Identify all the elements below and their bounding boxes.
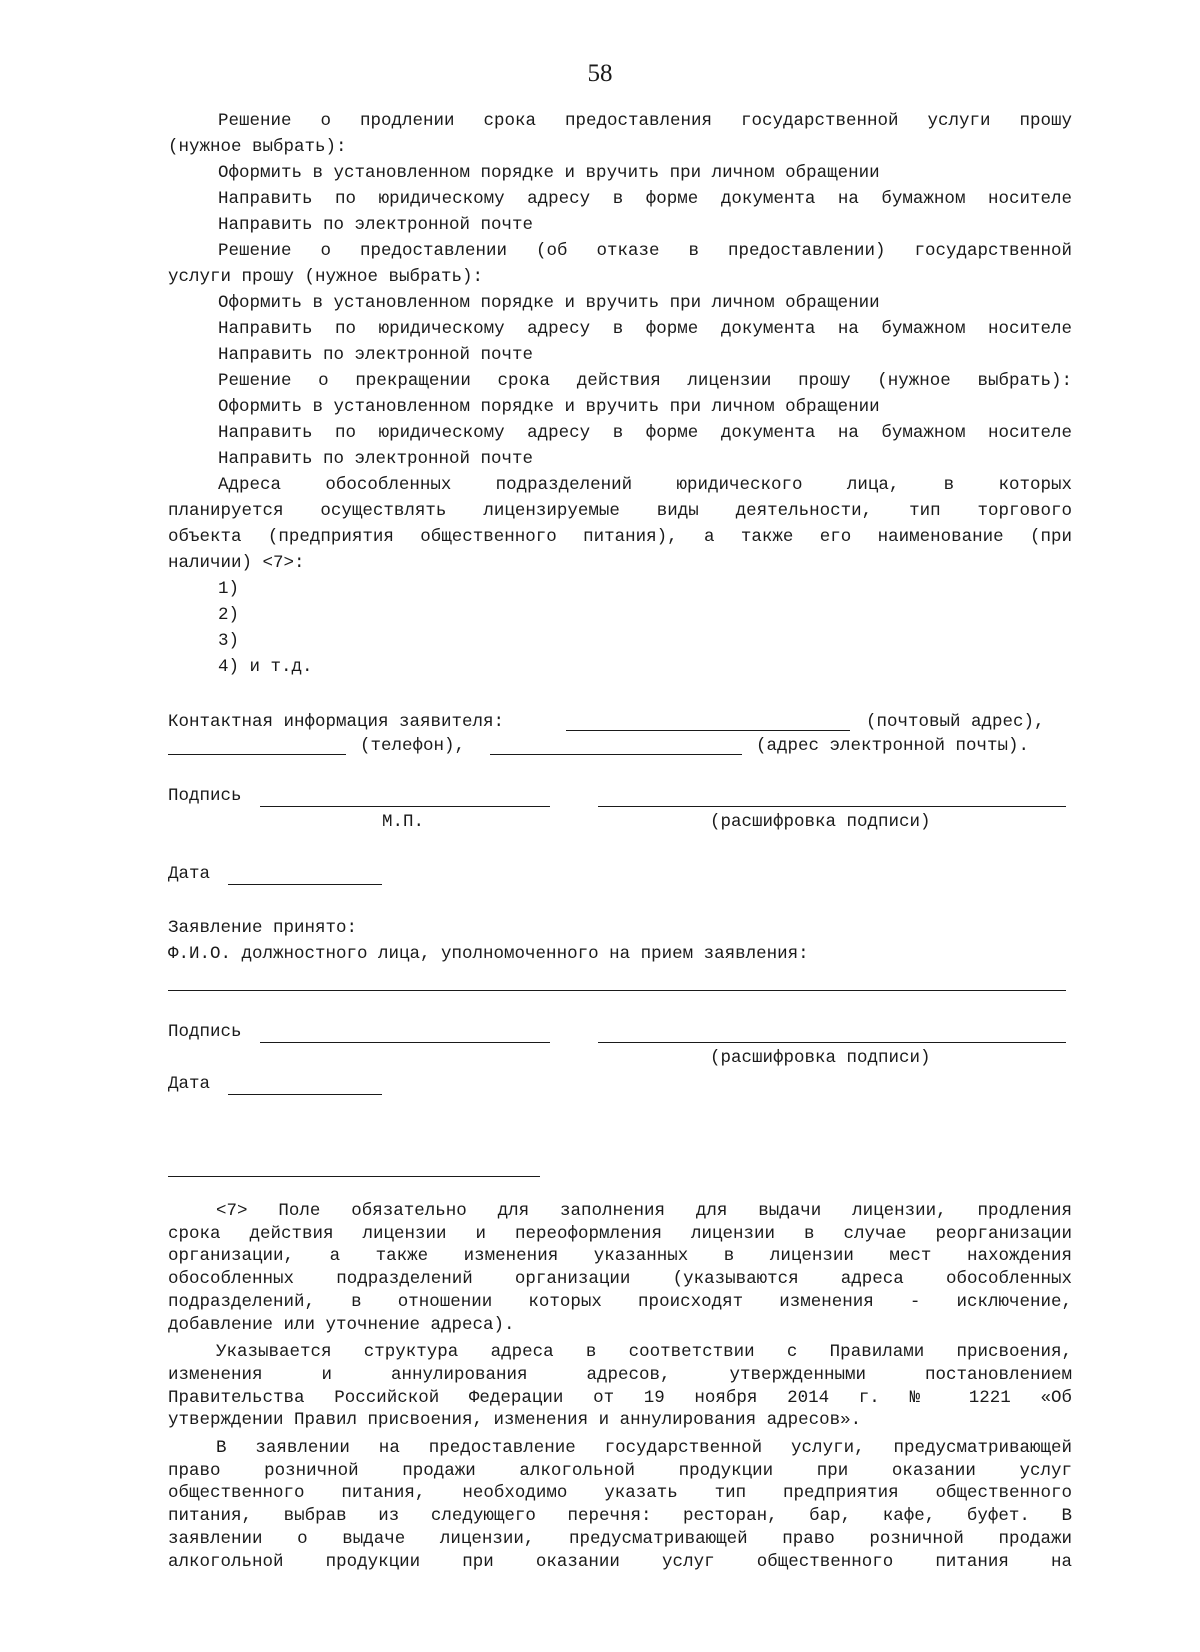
body-line: 3) bbox=[218, 631, 240, 651]
body-line: Направить по юридическому адресу в форме документа на бумажном носителе bbox=[218, 423, 1072, 443]
footnote-line: алкогольной продукции при оказании услуг общественного питания на bbox=[168, 1551, 1072, 1572]
footnote-line: питания, выбрав из следующего перечня: ресторан, бар, кафе, буфет. В bbox=[168, 1506, 1072, 1527]
body-line: Направить по электронной почте bbox=[218, 215, 534, 235]
footnote-separator bbox=[168, 1176, 540, 1177]
footnote-line: В заявлении на предоставление государственной услуги, предусматривающей bbox=[216, 1438, 1072, 1459]
body-line: 4) и т.д. bbox=[218, 657, 313, 677]
footnote-line: добавление или уточнение адреса). bbox=[168, 1314, 515, 1335]
body-line: планируется осуществлять лицензируемые виды деятельности, тип торгового bbox=[168, 501, 1072, 521]
date-field-2[interactable] bbox=[228, 1094, 382, 1095]
footnote-line: общественного питания, необходимо указать тип предприятия общественного bbox=[168, 1483, 1072, 1504]
body-line: Направить по юридическому адресу в форме документа на бумажном носителе bbox=[218, 189, 1072, 209]
footnote-line: срока действия лицензии и переоформления лицензии в случае реорганизации bbox=[168, 1223, 1072, 1244]
footnote-paragraph bbox=[168, 1200, 1072, 1336]
footnote-paragraph bbox=[168, 1437, 1072, 1573]
signature-decode-field-2[interactable] bbox=[598, 1042, 1066, 1043]
date-field[interactable] bbox=[228, 884, 382, 885]
body-line: Оформить в установленном порядке и вручить при личном обращении bbox=[218, 293, 880, 313]
body-line: 1) bbox=[218, 579, 240, 599]
stamp-label: М.П. bbox=[382, 812, 425, 832]
date-label-2: Дата bbox=[168, 1074, 211, 1094]
signature-decode-field[interactable] bbox=[598, 806, 1066, 807]
footnote-line: изменения и аннулирования адресов, утвержденными постановлением bbox=[168, 1364, 1072, 1385]
footnote-paragraph bbox=[168, 1341, 1072, 1432]
accepted-label: Заявление принято: bbox=[168, 918, 358, 938]
footnote-line: обособленных подразделений организации (указываются адреса обособленных bbox=[168, 1269, 1072, 1290]
body-line: Решение о прекращении срока действия лицензии прошу (нужное выбрать): bbox=[218, 371, 1072, 391]
official-label: Ф.И.О. должностного лица, уполномоченного на прием заявления: bbox=[168, 944, 809, 964]
footnote-line: утверждении Правил присвоения, изменения и аннулирования адресов». bbox=[168, 1410, 862, 1431]
official-name-field[interactable] bbox=[168, 990, 1066, 991]
body-line: Направить по электронной почте bbox=[218, 449, 534, 469]
contact-label: Контактная информация заявителя: bbox=[168, 712, 505, 732]
signature-label: Подпись bbox=[168, 786, 242, 806]
footnote-line: Указывается структура адреса в соответствии с Правилами присвоения, bbox=[216, 1342, 1072, 1363]
signature-label-2: Подпись bbox=[168, 1022, 242, 1042]
body-line: Оформить в установленном порядке и вручить при личном обращении bbox=[218, 163, 880, 183]
signature-decode-caption: (расшифровка подписи) bbox=[710, 812, 931, 832]
body-line: объекта (предприятия общественного питания), а также его наименование (при bbox=[168, 527, 1072, 547]
postal-address-field[interactable] bbox=[566, 730, 850, 731]
body-line: Адреса обособленных подразделений юридического лица, в которых bbox=[218, 475, 1072, 495]
footnote-line: Правительства Российской Федерации от 19 ноября 2014 г. № 1221 «Об bbox=[168, 1387, 1072, 1408]
signature-field-2[interactable] bbox=[260, 1042, 550, 1043]
body-line: Направить по электронной почте bbox=[218, 345, 534, 365]
phone-caption: (телефон), bbox=[360, 736, 466, 756]
footnotes bbox=[168, 1200, 1072, 1578]
body-line: услуги прошу (нужное выбрать): bbox=[168, 267, 484, 287]
email-caption: (адрес электронной почты). bbox=[756, 736, 1030, 756]
date-label: Дата bbox=[168, 864, 211, 884]
postal-address-caption: (почтовый адрес), bbox=[866, 712, 1045, 732]
phone-field[interactable] bbox=[168, 754, 346, 755]
email-field[interactable] bbox=[490, 754, 742, 755]
body-line: (нужное выбрать): bbox=[168, 137, 347, 157]
footnote-line: право розничной продажи алкогольной продукции при оказании услуг bbox=[168, 1460, 1072, 1481]
body-line: Направить по юридическому адресу в форме документа на бумажном носителе bbox=[218, 319, 1072, 339]
footnote-line: организации, а также изменения указанных в лицензии мест нахождения bbox=[168, 1246, 1072, 1267]
body-line: Оформить в установленном порядке и вручить при личном обращении bbox=[218, 397, 880, 417]
footnote-line: заявлении о выдаче лицензии, предусматривающей право розничной продажи bbox=[168, 1528, 1072, 1549]
body-line: Решение о предоставлении (об отказе в предоставлении) государственной bbox=[218, 241, 1072, 261]
page-number: 58 bbox=[587, 60, 613, 87]
signature-field[interactable] bbox=[260, 806, 550, 807]
body-line: Решение о продлении срока предоставления государственной услуги прошу bbox=[218, 111, 1072, 131]
application-choices bbox=[168, 108, 1072, 680]
body-line: наличии) <7>: bbox=[168, 553, 305, 573]
body-line: 2) bbox=[218, 605, 240, 625]
signature-decode-caption-2: (расшифровка подписи) bbox=[710, 1048, 931, 1068]
footnote-line: подразделений, в отношении которых происходят изменения - исключение, bbox=[168, 1291, 1072, 1312]
footnote-line: <7> Поле обязательно для заполнения для выдачи лицензии, продления bbox=[216, 1201, 1072, 1221]
